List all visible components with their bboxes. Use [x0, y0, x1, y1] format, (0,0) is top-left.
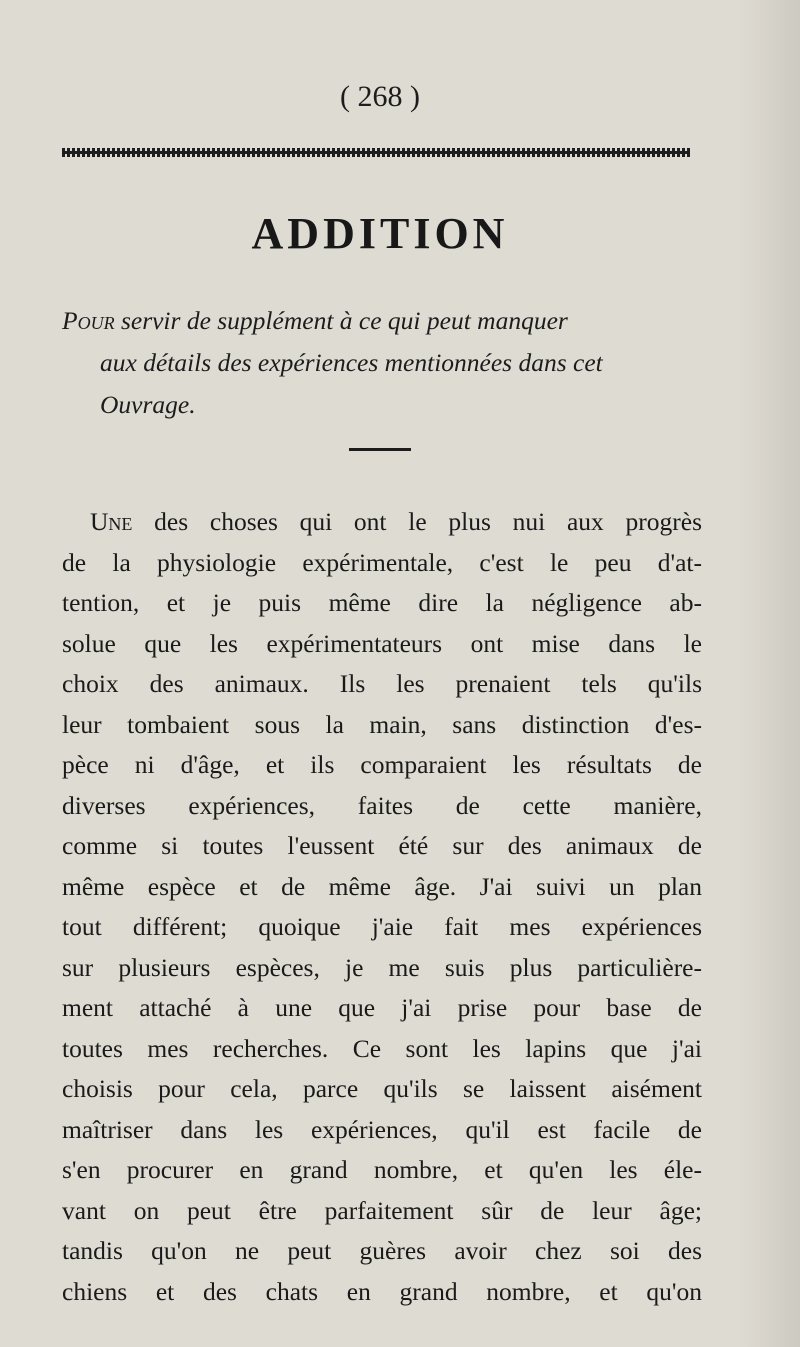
- section-subtitle: [62, 300, 708, 426]
- body-line: toutes mes recherches. Ce sont les lapins que j'ai: [62, 1033, 702, 1063]
- body-line: sur plusieurs espèces, je me suis plus particulière-: [62, 952, 702, 982]
- body-line: choix des animaux. Ils les prenaient tels qu'ils: [62, 669, 702, 698]
- subtitle-line-2: aux détails des expériences mentionnées dans cet: [100, 348, 603, 377]
- body-line: vant on peut être parfaitement sûr de leur âge;: [62, 1195, 702, 1225]
- section-heading: ADDITION: [251, 209, 509, 258]
- subtitle-line-3: Ouvrage.: [100, 390, 196, 419]
- body-line: tout différent; quoique j'aie fait mes expériences: [62, 912, 702, 941]
- page-number: ( 268 ): [340, 80, 420, 113]
- body-line: maîtriser dans les expériences, qu'il est facile de: [62, 1114, 702, 1144]
- subtitle-line-1-rest: servir de supplément à ce qui peut manquer: [114, 306, 568, 335]
- body-lead-word: Une: [90, 507, 133, 536]
- body-line-1: [62, 502, 702, 543]
- section-divider: [349, 448, 411, 451]
- body-line: tandis qu'on ne peut guères avoir chez soi des: [62, 1236, 702, 1265]
- body-line: diverses expériences, faites de cette manière,: [62, 790, 702, 820]
- subtitle-line-1: [62, 300, 708, 342]
- body-line: s'en procurer en grand nombre, et qu'en les éle-: [62, 1155, 702, 1184]
- body-line: ment attaché à une que j'ai prise pour base de: [62, 993, 702, 1022]
- body-line-1-rest: des choses qui ont le plus nui aux progrès: [132, 507, 702, 536]
- ornamental-rule: [62, 148, 690, 157]
- body-line: comme si toutes l'eussent été sur des animaux de: [62, 831, 702, 860]
- body-line: choisis pour cela, parce qu'ils se laissent aisément: [62, 1074, 702, 1103]
- subtitle-lead-word: Pour: [62, 306, 115, 335]
- body-line: tention, et je puis même dire la négligence ab-: [62, 588, 702, 617]
- body-line: leur tombaient sous la main, sans distinction d'es-: [62, 709, 702, 739]
- page-edge-shadow: [740, 0, 800, 1347]
- body-paragraph: [62, 502, 702, 1312]
- body-line: de la physiologie expérimentale, c'est le peu d'at-: [62, 547, 702, 577]
- body-line: chiens et des chats en grand nombre, et qu'on: [62, 1276, 702, 1306]
- body-line: solue que les expérimentateurs ont mise dans le: [62, 628, 702, 658]
- body-line: même espèce et de même âge. J'ai suivi un plan: [62, 871, 702, 901]
- body-line: pèce ni d'âge, et ils comparaient les résultats de: [62, 750, 702, 779]
